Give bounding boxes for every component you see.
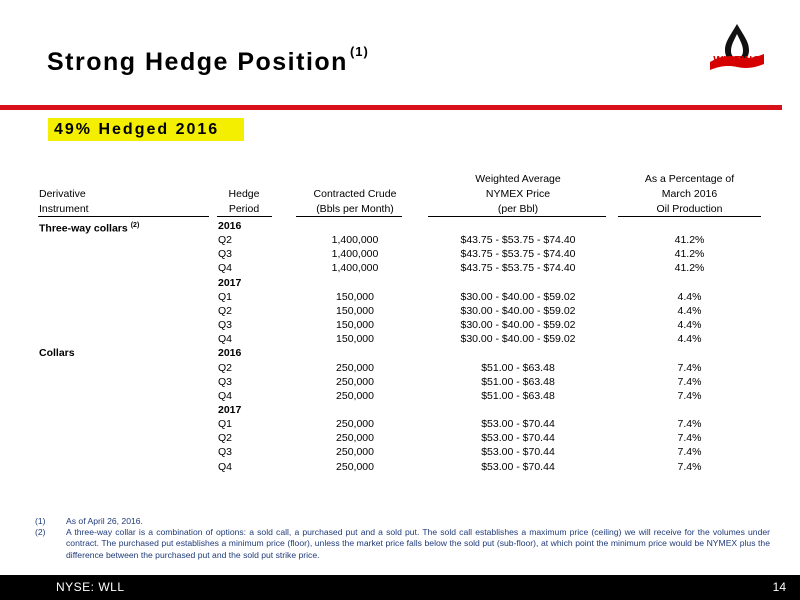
price-cell: $53.00 - $70.44 bbox=[481, 418, 555, 431]
volume-cell: 150,000 bbox=[336, 304, 374, 317]
quarter-label: Q2 bbox=[218, 361, 233, 374]
volume-cell: 250,000 bbox=[336, 432, 374, 445]
quarter-label: Q4 bbox=[218, 389, 233, 402]
year-label: 2016 bbox=[218, 347, 242, 360]
instrument-label: Collars bbox=[39, 347, 75, 360]
quarter-label: Q4 bbox=[218, 460, 233, 473]
instrument-label: Three-way collars $^{(2)}$ bbox=[39, 222, 140, 235]
price-cell: $43.75 - $53.75 - $74.40 bbox=[460, 234, 576, 247]
header-percent-line3: Oil Production bbox=[656, 203, 723, 215]
hedged-banner: 49% Hedged 2016 bbox=[48, 118, 244, 141]
header-underline-instrument bbox=[38, 216, 209, 217]
footnote-2: (2) A three-way collar is a combination of options: a sold call, a purchased put and a sold put. The sold call establishes a maximum price (ceiling) we will receive for the volumes under contract. The purchased put establishes a minimum price (floor), unless the market price falls below the sold put (sub-floor), at which point the minimum price would be NYMEX plus the difference between the purchased put and the sold put strike price. bbox=[35, 527, 770, 560]
header-instrument-line1: Derivative bbox=[39, 188, 86, 200]
volume-cell: 250,000 bbox=[336, 460, 374, 473]
footnote-1: (1) As of April 26, 2016. bbox=[35, 516, 143, 526]
price-cell: $30.00 - $40.00 - $59.02 bbox=[460, 290, 576, 303]
quarter-label: Q1 bbox=[218, 418, 233, 431]
header-period-line2: Period bbox=[228, 203, 260, 215]
page-number: 14 bbox=[772, 580, 786, 594]
header-underline-volume bbox=[296, 216, 402, 217]
volume-cell: 150,000 bbox=[336, 333, 374, 346]
footnotes bbox=[35, 516, 770, 561]
quarter-label: Q4 bbox=[218, 262, 233, 275]
quarter-label: Q2 bbox=[218, 304, 233, 317]
logo-wordmark: WHITING bbox=[713, 54, 761, 66]
percent-cell: 7.4% bbox=[677, 375, 702, 388]
quarter-label: Q2 bbox=[218, 234, 233, 247]
header-volume-line2: (Bbls per Month) bbox=[316, 203, 394, 215]
price-cell: $30.00 - $40.00 - $59.02 bbox=[460, 304, 576, 317]
year-label: 2017 bbox=[218, 276, 242, 289]
header-underline-period bbox=[217, 216, 272, 217]
percent-cell: 7.4% bbox=[677, 460, 702, 473]
volume-cell: 250,000 bbox=[336, 446, 374, 459]
percent-cell: 7.4% bbox=[677, 389, 702, 402]
header-price-line1: Weighted Average bbox=[475, 173, 561, 185]
percent-cell: 4.4% bbox=[677, 333, 702, 346]
percent-cell: 4.4% bbox=[677, 319, 702, 332]
header-volume-line1: Contracted Crude bbox=[313, 188, 397, 200]
quarter-label: Q4 bbox=[218, 333, 233, 346]
volume-cell: 150,000 bbox=[336, 290, 374, 303]
volume-cell: 250,000 bbox=[336, 418, 374, 431]
volume-cell: 250,000 bbox=[336, 389, 374, 402]
price-cell: $51.00 - $63.48 bbox=[481, 361, 555, 374]
percent-cell: 7.4% bbox=[677, 361, 702, 374]
volume-cell: 250,000 bbox=[336, 375, 374, 388]
header-underline-percent bbox=[618, 216, 761, 217]
header-underline-price bbox=[428, 216, 606, 217]
price-cell: $43.75 - $53.75 - $74.40 bbox=[460, 262, 576, 275]
price-cell: $53.00 - $70.44 bbox=[481, 446, 555, 459]
quarter-label: Q2 bbox=[218, 432, 233, 445]
title-footnote-ref: (1) bbox=[349, 44, 369, 59]
volume-cell: 250,000 bbox=[336, 361, 374, 374]
header-price-line2: NYMEX Price bbox=[485, 188, 551, 200]
header-instrument-line2: Instrument bbox=[39, 203, 89, 215]
price-cell: $53.00 - $70.44 bbox=[481, 432, 555, 445]
percent-cell: 41.2% bbox=[674, 234, 705, 247]
quarter-label: Q3 bbox=[218, 375, 233, 388]
volume-cell: 1,400,000 bbox=[331, 248, 379, 261]
volume-cell: 1,400,000 bbox=[331, 262, 379, 275]
price-cell: $30.00 - $40.00 - $59.02 bbox=[460, 333, 576, 346]
price-cell: $51.00 - $63.48 bbox=[481, 375, 555, 388]
footer-bar bbox=[0, 575, 800, 600]
whiting-logo-icon bbox=[706, 18, 768, 80]
quarter-label: Q3 bbox=[218, 446, 233, 459]
price-cell: $51.00 - $63.48 bbox=[481, 389, 555, 402]
year-label: 2016 bbox=[218, 220, 242, 232]
ticker-label: NYSE: WLL bbox=[56, 580, 125, 594]
volume-cell: 150,000 bbox=[336, 319, 374, 332]
price-cell: $30.00 - $40.00 - $59.02 bbox=[460, 319, 576, 332]
header-percent-line1: As a Percentage of bbox=[644, 173, 735, 185]
header-period-line1: Hedge bbox=[228, 188, 260, 200]
year-label: 2017 bbox=[218, 403, 242, 416]
header-percent-line2: March 2016 bbox=[661, 188, 718, 200]
percent-cell: 7.4% bbox=[677, 432, 702, 445]
page-title: Strong Hedge Position $^{(1)}$ bbox=[47, 44, 369, 76]
price-cell: $43.75 - $53.75 - $74.40 bbox=[460, 248, 576, 261]
quarter-label: Q3 bbox=[218, 248, 233, 261]
title-divider bbox=[0, 105, 782, 110]
quarter-label: Q1 bbox=[218, 290, 233, 303]
percent-cell: 4.4% bbox=[677, 290, 702, 303]
quarter-label: Q3 bbox=[218, 319, 233, 332]
percent-cell: 7.4% bbox=[677, 418, 702, 431]
percent-cell: 4.4% bbox=[677, 304, 702, 317]
volume-cell: 1,400,000 bbox=[331, 234, 379, 247]
header-price-line3: (per Bbl) bbox=[497, 203, 539, 215]
percent-cell: 7.4% bbox=[677, 446, 702, 459]
percent-cell: 41.2% bbox=[674, 248, 705, 261]
percent-cell: 41.2% bbox=[674, 262, 705, 275]
price-cell: $53.00 - $70.44 bbox=[481, 460, 555, 473]
